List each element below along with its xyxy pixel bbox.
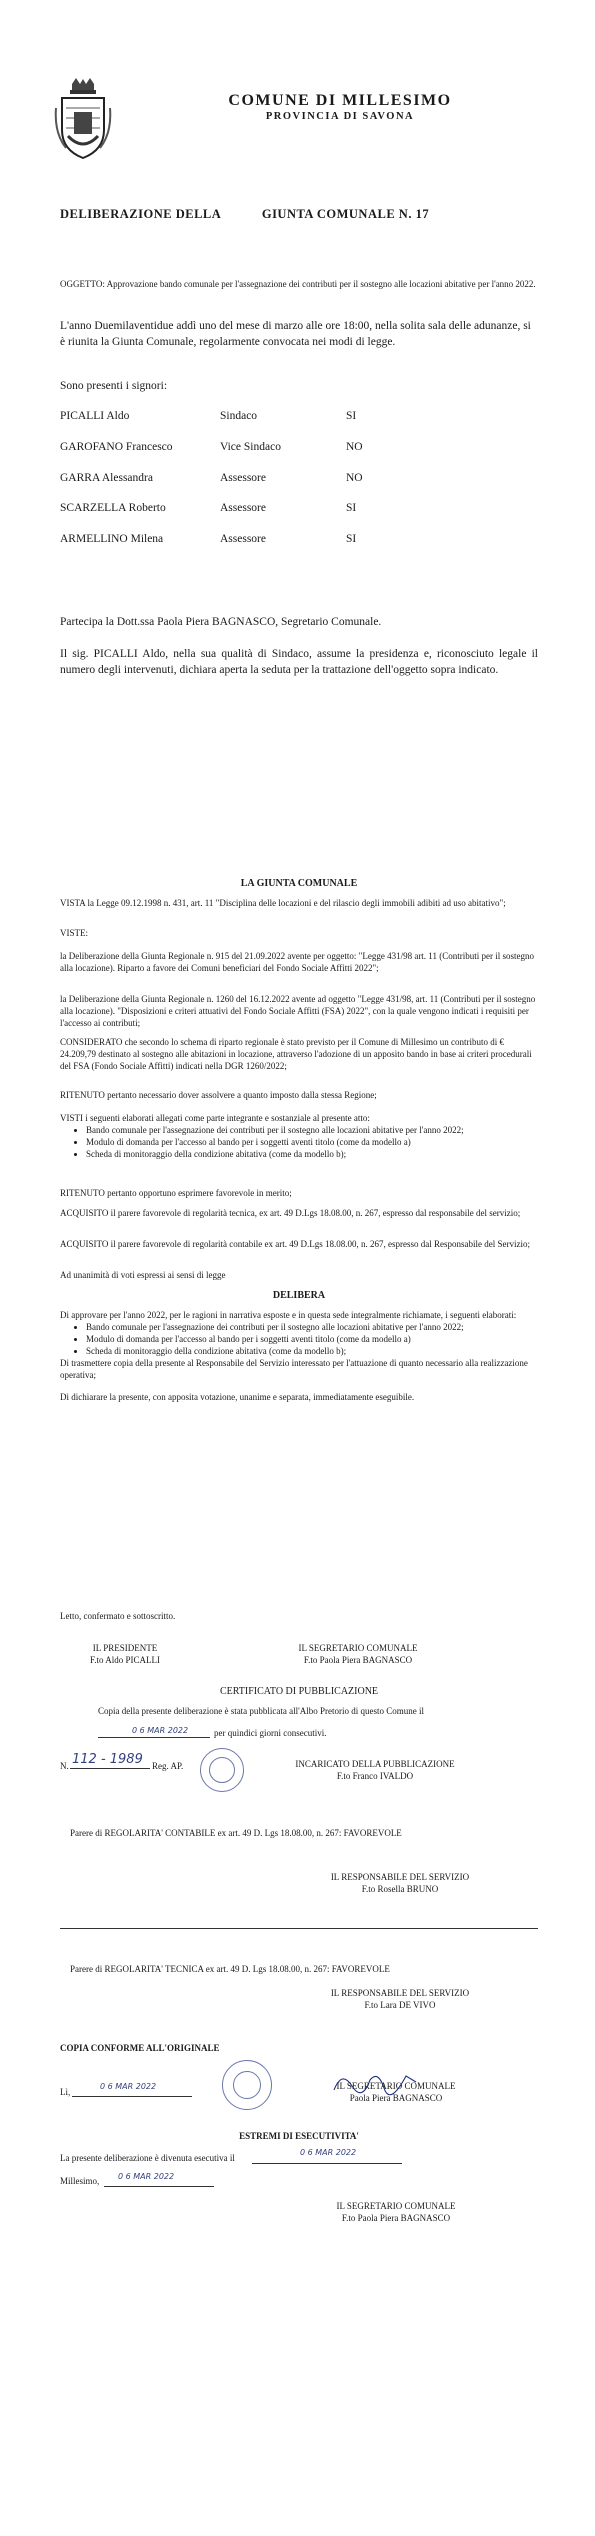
member-role: Vice Sindaco <box>220 441 281 453</box>
segretario-title: IL SEGRETARIO COMUNALE <box>298 1643 418 1653</box>
copia-stamp-seal <box>222 2060 272 2110</box>
resp-contabile-name: F.to Rosella BRUNO <box>361 1884 439 1894</box>
estremi-underline <box>252 2163 402 2164</box>
list-item: • Modulo di domanda per l'accesso al bando per i soggetti aventi titolo (come da modello a) <box>86 1136 538 1148</box>
deliberazione-heading <box>60 207 429 222</box>
comune-stamp-seal <box>200 1748 244 1792</box>
resp-tecnica-block <box>300 1987 500 2011</box>
resp-tecnica-title: IL RESPONSABILE DEL SERVIZIO <box>330 1988 470 1998</box>
certificato-text: Copia della presente deliberazione è stata pubblicata all'Albo Pretorio di questo Comune il <box>98 1706 425 1716</box>
incaricato-title: INCARICATO DELLA PUBBLICAZIONE <box>295 1759 455 1769</box>
segretario-signature <box>330 2066 420 2096</box>
member-role: Sindaco <box>220 410 258 422</box>
reg-underline <box>70 1768 150 1769</box>
estremi-date-stamp: 0 6 MAR 2022 <box>300 2148 357 2157</box>
resp-contabile-title: IL RESPONSABILE DEL SERVIZIO <box>330 1872 470 1882</box>
list-item: • Modulo di domanda per l'accesso al bando per i soggetti aventi titolo (come da modello a) <box>86 1333 538 1345</box>
unanimita-text: Ad unanimità di voti espressi ai sensi di legge <box>60 1270 226 1280</box>
ritenuto-favorevole: RITENUTO pertanto opportuno esprimere favorevole in merito; <box>60 1188 292 1198</box>
list-item: • Bando comunale per l'assegnazione dei contributi per il sostegno alle locazioni abitative per l'anno 2022; <box>86 1124 538 1136</box>
ritenuto-paragraph: RITENUTO pertanto necessario dover assolvere a quanto imposto dalla stessa Regione; <box>60 1090 377 1100</box>
millesimo-label: Millesimo, <box>60 2176 100 2186</box>
comune-name: COMUNE DI MILLESIMO <box>228 92 452 109</box>
visti-allegati-text: VISTI i seguenti elaborati allegati come parte integrante e sostanziale al presente atto: <box>60 1113 370 1123</box>
millesimo-date-stamp: 0 6 MAR 2022 <box>118 2172 175 2181</box>
copia-conforme-title: COPIA CONFORME ALL'ORIGINALE <box>60 2043 220 2053</box>
member-name: ARMELLINO Milena <box>60 533 164 545</box>
reg-suffix: Reg. AP. <box>152 1761 184 1771</box>
allegati-list <box>60 1124 538 1160</box>
presenti-label: Sono presenti i signori: <box>60 380 168 392</box>
considerato-paragraph: CONSIDERATO che secondo lo schema di riparto regionale è stato previsto per il Comune di Millesimo un contributo di € 24.209,79 destinato al sostegno alle abitazioni in locazione, attraverso l'adozione di un apposito bando in base ai criteri procedurali del FSA (Fondo Sociale Affitti) indicati nella DGR 1260/2022; <box>60 1037 532 1071</box>
copia-date-stamp: 0 6 MAR 2022 <box>100 2082 157 2091</box>
member-name: SCARZELLA Roberto <box>60 502 166 514</box>
certificato-text-2: per quindici giorni consecutivi. <box>214 1728 327 1738</box>
millesimo-underline <box>104 2186 214 2187</box>
segretario-block <box>268 1642 448 1666</box>
member-role: Assessore <box>220 502 266 514</box>
member-row <box>60 472 540 488</box>
viste-label: VISTE: <box>60 928 88 938</box>
copia-li: Lì, <box>60 2087 71 2097</box>
member-row <box>60 533 540 549</box>
sindaco-paragraph: Il sig. PICALLI Aldo, nella sua qualità di Sindaco, assume la presidenza e, riconosciuto legale il numero degli intervenuti, dichiara aperta la seduta per la trattazione dell'oggetto sopra indicato. <box>60 648 538 676</box>
dgr-915-paragraph: la Deliberazione della Giunta Regionale n. 915 del 21.09.2022 avente per oggetto: "Legge 431/98 art. 11 (Contributi per il sostegno alla locazione). Riparto a favore dei Comuni beneficiari del Fondo Sociale Affitti 2022"; <box>60 951 534 973</box>
list-item: • Scheda di monitoraggio della condizione abitativa (come da modello b); <box>86 1345 538 1357</box>
member-name: GAROFANO Francesco <box>60 441 173 453</box>
eseguibile-text: Di dichiarare la presente, con apposita votazione, unanime e separata, immediatamente eseguibile. <box>60 1392 415 1402</box>
reg-number: 112 - 1989 <box>72 1752 143 1767</box>
member-name: PICALLI Aldo <box>60 410 130 422</box>
deliberazione-label: DELIBERAZIONE DELLA <box>60 207 221 221</box>
member-row <box>60 441 540 457</box>
copia-date-underline <box>72 2096 192 2097</box>
letto-text: Letto, confermato e sottoscritto. <box>60 1611 176 1621</box>
provincia-name: PROVINCIA DI SAVONA <box>265 111 415 122</box>
copia-segretario-title: IL SEGRETARIO COMUNALE <box>336 2081 456 2091</box>
delibera-text: Di approvare per l'anno 2022, per le ragioni in narrativa esposte e in questa sede integralmente richiamate, i seguenti elaborati: <box>60 1310 517 1320</box>
vista-paragraph: VISTA la Legge 09.12.1998 n. 431, art. 11 "Disciplina delle locazioni e del rilascio degli immobili adibiti ad uso abitativo"; <box>60 898 506 908</box>
member-present: SI <box>346 533 357 545</box>
estremi-segretario-title: IL SEGRETARIO COMUNALE <box>336 2201 456 2211</box>
resp-contabile-block <box>300 1871 500 1895</box>
acquisito-tecnica: ACQUISITO il parere favorevole di regolarità tecnica, ex art. 49 D.Lgs 18.08.00, n. 267, espresso dal responsabile del servizio; <box>60 1208 521 1218</box>
member-role: Assessore <box>220 472 266 484</box>
delibera-block <box>60 1309 538 1403</box>
presidente-title: IL PRESIDENTE <box>92 1643 158 1653</box>
intro-paragraph: L'anno Duemilaventidue addì uno del mese di marzo alle ore 18:00, nella solita sala delle adunanze, si è riunita la Giunta Comunale, regolarmente convocata nei modi di legge. <box>60 320 531 348</box>
certificato-heading: CERTIFICATO DI PUBBLICAZIONE <box>219 1686 379 1697</box>
date-underline <box>98 1737 210 1738</box>
copia-segretario-name: Paola Piera BAGNASCO <box>349 2093 443 2103</box>
trasmettere-text: Di trasmettere copia della presente al Responsabile del Servizio interessato per l'attuazione di quanto necessario alla realizzazione operativa; <box>60 1358 528 1380</box>
incaricato-block <box>270 1758 480 1782</box>
member-present: SI <box>346 410 357 422</box>
parere-tecnica-text: Parere di REGOLARITA' TECNICA ex art. 49 D. Lgs 18.08.00, n. 267: FAVOREVOLE <box>70 1964 390 1974</box>
parere-contabile-text: Parere di REGOLARITA' CONTABILE ex art. 49 D. Lgs 18.08.00, n. 267: FAVOREVOLE <box>70 1828 402 1838</box>
partecipa-text: Partecipa la Dott.ssa Paola Piera BAGNASCO, Segretario Comunale. <box>60 616 382 628</box>
estremi-segretario-block <box>296 2200 496 2224</box>
list-item: • Bando comunale per l'assegnazione dei contributi per il sostegno alle locazioni abitative per l'anno 2022; <box>86 1321 538 1333</box>
acquisito-contabile: ACQUISITO il parere favorevole di regolarità contabile ex art. 49 D.Lgs 18.08.00, n. 267, espresso dal Responsabile del Servizio; <box>60 1239 530 1249</box>
estremi-heading: ESTREMI DI ESECUTIVITA' <box>239 2131 359 2141</box>
presidente-block <box>60 1642 190 1666</box>
estremi-segretario-name: F.to Paola Piera BAGNASCO <box>341 2213 451 2223</box>
reg-prefix: N. <box>60 1761 69 1771</box>
comune-crest-logo <box>54 78 112 160</box>
member-name: GARRA Alessandra <box>60 472 153 484</box>
giunta-number: GIUNTA COMUNALE N. 17 <box>261 207 430 221</box>
member-present: SI <box>346 502 357 514</box>
delibera-list <box>60 1321 538 1357</box>
oggetto-text: OGGETTO: Approvazione bando comunale per l'assegnazione dei contributi per il sostegno alle locazioni abitative per l'anno 2022. <box>60 279 536 289</box>
resp-tecnica-name: F.to Lara DE VIVO <box>364 2000 436 2010</box>
member-role: Assessore <box>220 533 266 545</box>
segretario-name: F.to Paola Piera BAGNASCO <box>303 1655 413 1665</box>
certificato-date-stamp: 0 6 MAR 2022 <box>132 1726 189 1735</box>
member-present: NO <box>346 441 363 453</box>
giunta-heading: LA GIUNTA COMUNALE <box>240 878 358 889</box>
incaricato-name: F.to Franco IVALDO <box>336 1771 414 1781</box>
delibera-heading: DELIBERA <box>272 1290 326 1301</box>
presidente-name: F.to Aldo PICALLI <box>89 1655 161 1665</box>
member-present: NO <box>346 472 363 484</box>
list-item: • Scheda di monitoraggio della condizione abitativa (come da modello b); <box>86 1148 538 1160</box>
divider-line <box>60 1928 538 1929</box>
dgr-1260-paragraph: la Deliberazione della Giunta Regionale n. 1260 del 16.12.2022 avente ad oggetto "Legge 431/98, art. 11 (Contributi per il sostegno alla locazione). "Disposizioni e criteri attuativi del Fondo Sociale Affitti (FSA) 2022", con la quale vengono indicati i requisiti per l'accesso ai contributi; <box>60 994 536 1028</box>
member-row <box>60 502 540 518</box>
member-row <box>60 410 540 426</box>
estremi-text: La presente deliberazione è divenuta esecutiva il <box>60 2153 235 2163</box>
visti-allegati-block <box>60 1112 538 1160</box>
